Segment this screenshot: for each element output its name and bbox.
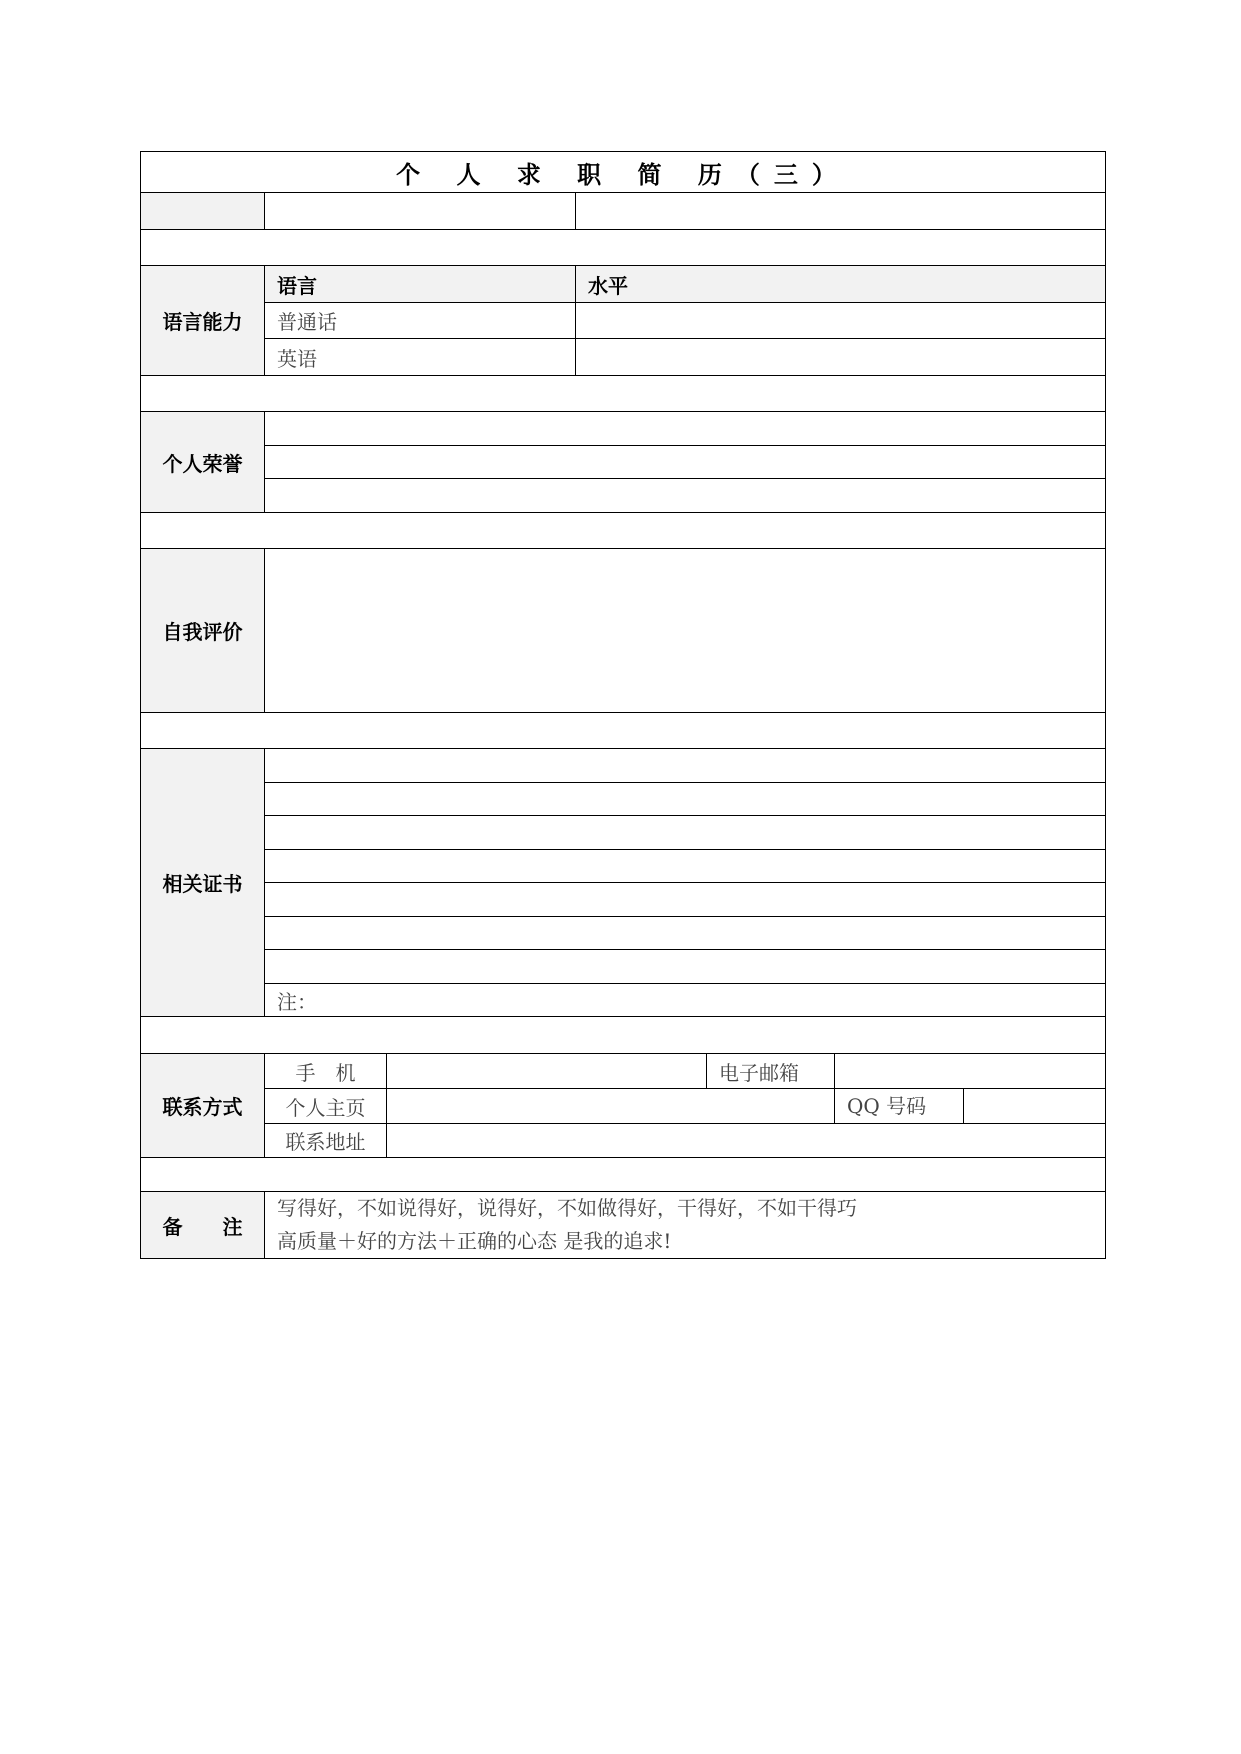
- blank-label-cell: [141, 193, 265, 230]
- qq-cell: [835, 1089, 1106, 1124]
- spacer-row: [141, 513, 1106, 549]
- language-level-field[interactable]: [576, 339, 1106, 376]
- honor-line[interactable]: [265, 412, 1106, 446]
- address-field[interactable]: [387, 1124, 1106, 1158]
- language-level-field[interactable]: [576, 303, 1106, 339]
- certificate-line[interactable]: [265, 917, 1106, 950]
- spacer-row: [141, 230, 1106, 266]
- language-name: 英语: [265, 339, 576, 376]
- level-column-header: 水平: [576, 266, 1106, 303]
- certificate-line[interactable]: [265, 749, 1106, 783]
- spacer-row: [141, 1158, 1106, 1192]
- certificate-line[interactable]: [265, 816, 1106, 850]
- blank-field-cell[interactable]: [265, 193, 576, 230]
- remarks-line: 高质量＋好的方法＋正确的心态 是我的追求!: [277, 1229, 672, 1253]
- contact-section-label: 联系方式: [141, 1054, 265, 1158]
- certificate-note: 注：: [265, 984, 1106, 1017]
- address-label: 联系地址: [265, 1124, 387, 1158]
- certificate-line[interactable]: [265, 883, 1106, 917]
- spacer-row: [141, 713, 1106, 749]
- email-label: 电子邮箱: [707, 1054, 835, 1089]
- self-eval-field[interactable]: [265, 549, 1106, 713]
- remarks-line: 写得好，不如说得好，说得好，不如做得好，干得好，不如干得巧: [277, 1196, 857, 1220]
- qq-field[interactable]: [964, 1089, 1105, 1123]
- self-eval-section-label: 自我评价: [141, 549, 265, 713]
- homepage-field[interactable]: [387, 1089, 835, 1124]
- resume-title: 个 人 求 职 简 历（三）: [141, 152, 1106, 193]
- phone-field[interactable]: [387, 1054, 707, 1089]
- certificates-section-label: 相关证书: [141, 749, 265, 1017]
- language-column-header: 语言: [265, 266, 576, 303]
- qq-label: QQ 号码: [835, 1089, 964, 1123]
- honor-line[interactable]: [265, 446, 1106, 479]
- blank-field-cell[interactable]: [576, 193, 1106, 230]
- email-field[interactable]: [835, 1054, 1106, 1089]
- language-section-label: 语言能力: [141, 266, 265, 376]
- remarks-section-label: 备 注: [141, 1192, 265, 1259]
- language-name: 普通话: [265, 303, 576, 339]
- certificate-line[interactable]: [265, 783, 1106, 816]
- phone-label: 手 机: [265, 1054, 387, 1089]
- spacer-row: [141, 376, 1106, 412]
- resume-table: [140, 151, 1106, 1259]
- spacer-row: [141, 1017, 1106, 1054]
- homepage-label: 个人主页: [265, 1089, 387, 1124]
- remarks-content: [265, 1192, 1106, 1259]
- honors-section-label: 个人荣誉: [141, 412, 265, 513]
- honor-line[interactable]: [265, 479, 1106, 513]
- certificate-line[interactable]: [265, 950, 1106, 984]
- certificate-line[interactable]: [265, 850, 1106, 883]
